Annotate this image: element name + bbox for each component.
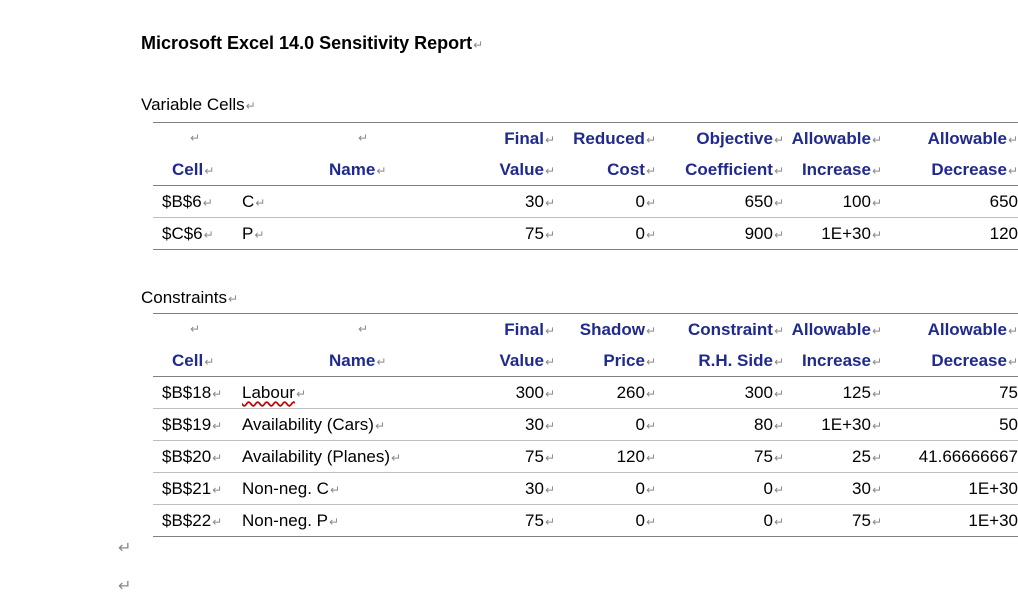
constraints-label: Constraints↵ [141, 288, 239, 307]
header-increase: Increase↵ [801, 160, 882, 179]
header-cell: Cell↵ [172, 351, 215, 370]
table-row: $B$18↵ Labour↵ 300↵ 260↵ 300↵ 125↵ 75 [153, 377, 1018, 409]
header-row-bottom [153, 154, 1018, 186]
header-final: Final↵ [504, 320, 555, 339]
header-constraint: Constraint↵ [687, 320, 784, 339]
header-allowable-decrease: Allowable↵ [927, 320, 1018, 339]
paragraph-mark-icon: ↵ [190, 322, 201, 336]
paragraph-mark-icon: ↵ [358, 131, 369, 145]
header-value: Value↵ [499, 351, 555, 370]
header-shadow: Shadow↵ [579, 320, 656, 339]
paragraph-mark-icon: ↵ [227, 292, 239, 306]
header-value: Value↵ [499, 160, 555, 179]
variable-cells-table [153, 122, 1018, 250]
header-final: Final↵ [504, 129, 555, 148]
report-title: Microsoft Excel 14.0 Sensitivity Report↵ [141, 33, 484, 53]
header-name: Name↵ [329, 351, 387, 370]
table-row: $B$19↵ Availability (Cars)↵ 30↵ 0↵ 80↵ 1E+30↵ 50 [153, 409, 1018, 441]
header-allowable-increase: Allowable↵ [791, 320, 882, 339]
table-row: $B$6↵ C↵ 30↵ 0↵ 650↵ 100↵ 650 [153, 186, 1018, 218]
header-cost: Cost↵ [607, 160, 656, 179]
paragraph-mark-icon: ↵ [245, 99, 256, 113]
header-coefficient: Coefficient↵ [685, 160, 784, 179]
header-decrease: Decrease↵ [931, 160, 1018, 179]
table-row: $B$21↵ Non-neg. C↵ 30↵ 0↵ 0↵ 30↵ 1E+30 [153, 473, 1018, 505]
paragraph-mark-icon: ↵ [118, 576, 132, 595]
spelling-flag: Labour [242, 383, 295, 402]
header-name: Name↵ [329, 160, 387, 179]
header-row-top [153, 123, 1018, 154]
variable-cells-label: Variable Cells↵ [141, 95, 256, 114]
header-row-top [153, 314, 1018, 345]
header-decrease: Decrease↵ [931, 351, 1018, 370]
table-row: $C$6↵ P↵ 75↵ 0↵ 900↵ 1E+30↵ 120 [153, 218, 1018, 250]
header-row-bottom [153, 345, 1018, 377]
header-allowable-increase: Allowable↵ [791, 129, 882, 148]
paragraph-mark-icon: ↵ [190, 131, 201, 145]
table-row: $B$22↵ Non-neg. P↵ 75↵ 0↵ 0↵ 75↵ 1E+30 [153, 505, 1018, 537]
header-allowable-decrease: Allowable↵ [927, 129, 1018, 148]
header-objective: Objective↵ [696, 129, 784, 148]
header-price: Price↵ [603, 351, 656, 370]
header-increase: Increase↵ [801, 351, 882, 370]
constraints-table [153, 313, 1018, 537]
header-reduced: Reduced↵ [573, 129, 656, 148]
header-cell: Cell↵ [172, 160, 215, 179]
paragraph-mark-icon: ↵ [473, 38, 484, 52]
table-row: $B$20↵ Availability (Planes)↵ 75↵ 120↵ 75↵ 25↵ 41.66666667 [153, 441, 1018, 473]
paragraph-mark-icon: ↵ [118, 538, 132, 557]
paragraph-mark-icon: ↵ [358, 322, 369, 336]
header-rh-side: R.H. Side↵ [698, 351, 784, 370]
